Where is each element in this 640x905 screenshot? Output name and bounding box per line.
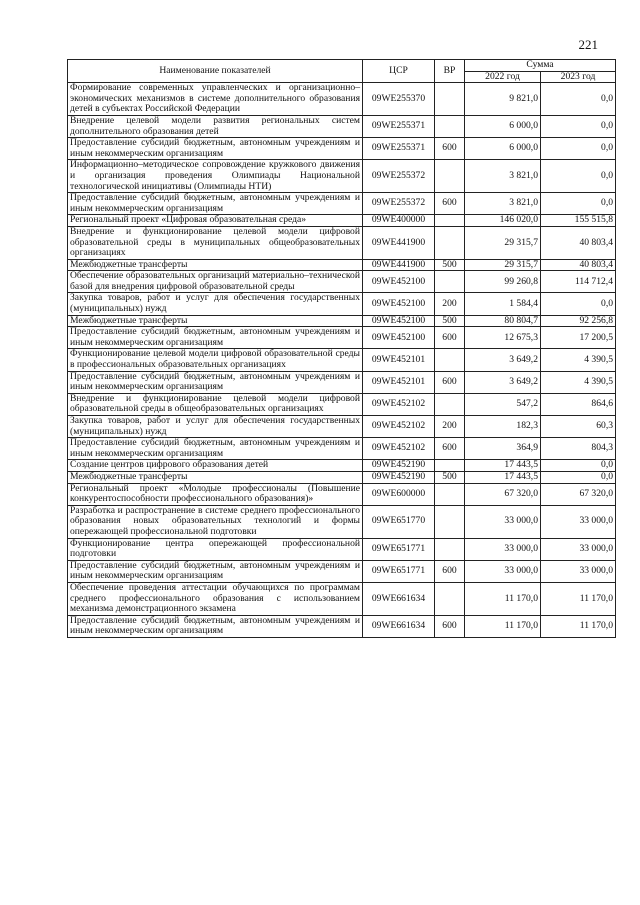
row-name: Межбюджетные трансферты [68,259,363,271]
row-vr [435,505,465,538]
row-sum-2023: 33 000,0 [541,560,616,582]
row-vr: 600 [435,371,465,393]
row-sum-2022: 17 443,5 [465,460,541,472]
row-name: Обеспечение проведения аттестации обучающихся по программам среднего профессионального образования с использованием механизма демонстрационного экзамена [68,582,363,615]
row-sum-2023: 67 320,0 [541,483,616,505]
row-csr: 09WE452100 [363,327,435,349]
row-csr: 09WE441900 [363,259,435,271]
table-row [68,438,616,460]
row-vr [435,160,465,193]
row-sum-2023: 0,0 [541,160,616,193]
table-row [68,349,616,371]
row-sum-2022: 3 821,0 [465,193,541,215]
row-sum-2023: 0,0 [541,193,616,215]
row-vr [435,582,465,615]
row-vr [435,271,465,293]
row-csr: 09WE400000 [363,215,435,227]
row-name: Закупка товаров, работ и услуг для обеспечения государственных (муниципальных) нужд [68,416,363,438]
row-sum-2022: 29 315,7 [465,226,541,259]
row-name: Предоставление субсидий бюджетным, автономным учреждениям и иным некоммерческим организациям [68,438,363,460]
row-sum-2022: 29 315,7 [465,259,541,271]
table-row [68,327,616,349]
row-vr [435,215,465,227]
row-sum-2023: 17 200,5 [541,327,616,349]
row-sum-2023: 0,0 [541,115,616,137]
table-row [68,160,616,193]
row-sum-2023: 40 803,4 [541,259,616,271]
row-sum-2023: 33 000,0 [541,538,616,560]
row-csr: 09WE255372 [363,193,435,215]
row-sum-2023: 0,0 [541,471,616,483]
table-row [68,416,616,438]
table-row [68,226,616,259]
row-vr [435,349,465,371]
row-sum-2023: 60,3 [541,416,616,438]
row-sum-2022: 1 584,4 [465,293,541,315]
row-sum-2022: 182,3 [465,416,541,438]
row-vr: 600 [435,193,465,215]
row-csr: 09WE452101 [363,349,435,371]
row-sum-2023: 0,0 [541,293,616,315]
table-row [68,560,616,582]
header-year-2023: 2023 год [541,71,616,83]
row-sum-2022: 11 170,0 [465,582,541,615]
table-row [68,471,616,483]
row-sum-2022: 99 260,8 [465,271,541,293]
row-name: Предоставление субсидий бюджетным, автономным учреждениям и иным некоммерческим организациям [68,327,363,349]
row-csr: 09WE651770 [363,505,435,538]
page-number: 221 [578,37,598,52]
row-csr: 09WE452100 [363,271,435,293]
table-row [68,505,616,538]
row-name: Закупка товаров, работ и услуг для обеспечения государственных (муниципальных) нужд [68,293,363,315]
row-csr: 09WE661634 [363,615,435,637]
row-name: Обеспечение образовательных организаций материально–технической базой для внедрения цифровой образовательной среды [68,271,363,293]
row-csr: 09WE661634 [363,582,435,615]
row-sum-2022: 9 821,0 [465,83,541,116]
row-csr: 09WE255371 [363,115,435,137]
header-year-2022: 2022 год [465,71,541,83]
row-sum-2022: 547,2 [465,393,541,415]
row-vr: 600 [435,138,465,160]
row-sum-2022: 11 170,0 [465,615,541,637]
row-sum-2022: 364,9 [465,438,541,460]
row-sum-2023: 4 390,5 [541,371,616,393]
row-name: Создание центров цифрового образования детей [68,460,363,472]
table-row [68,371,616,393]
header-csr: ЦСР [363,60,435,83]
header-sum: Сумма [465,60,616,72]
row-sum-2023: 11 170,0 [541,615,616,637]
table-row [68,538,616,560]
row-sum-2023: 0,0 [541,83,616,116]
row-sum-2023: 155 515,8 [541,215,616,227]
row-name: Функционирование центра опережающей профессиональной подготовки [68,538,363,560]
row-vr: 500 [435,471,465,483]
row-sum-2023: 114 712,4 [541,271,616,293]
row-vr [435,226,465,259]
row-name: Предоставление субсидий бюджетным, автономным учреждениям и иным некоммерческим организациям [68,615,363,637]
table-row [68,271,616,293]
table-row [68,460,616,472]
row-vr [435,115,465,137]
row-vr [435,83,465,116]
table-row [68,293,616,315]
row-csr: 09WE452100 [363,315,435,327]
row-csr: 09WE452102 [363,438,435,460]
row-sum-2022: 6 000,0 [465,138,541,160]
row-name: Внедрение целевой модели развития региональных систем дополнительного образования детей [68,115,363,137]
row-sum-2022: 33 000,0 [465,560,541,582]
table-row [68,483,616,505]
row-vr: 500 [435,259,465,271]
table-row [68,393,616,415]
row-name: Функционирование целевой модели цифровой образовательной среды в профессиональных образовательных организациях [68,349,363,371]
row-vr: 200 [435,293,465,315]
row-csr: 09WE255371 [363,138,435,160]
row-csr: 09WE452100 [363,293,435,315]
table-row [68,83,616,116]
row-sum-2022: 33 000,0 [465,505,541,538]
row-csr: 09WE452102 [363,416,435,438]
row-sum-2022: 3 649,2 [465,371,541,393]
row-sum-2022: 3 821,0 [465,160,541,193]
row-name: Межбюджетные трансферты [68,471,363,483]
row-sum-2023: 864,6 [541,393,616,415]
row-name: Предоставление субсидий бюджетным, автономным учреждениям и иным некоммерческим организациям [68,138,363,160]
table-row [68,315,616,327]
row-vr: 600 [435,560,465,582]
row-sum-2022: 146 020,0 [465,215,541,227]
row-sum-2023: 92 256,8 [541,315,616,327]
row-vr: 600 [435,438,465,460]
table-row [68,582,616,615]
row-name: Разработка и распространение в системе среднего профессионального образования новых образовательных технологий и формы опережающей профессиональной подготовки [68,505,363,538]
row-sum-2023: 40 803,4 [541,226,616,259]
row-vr [435,393,465,415]
row-sum-2022: 17 443,5 [465,471,541,483]
row-sum-2022: 33 000,0 [465,538,541,560]
row-sum-2023: 33 000,0 [541,505,616,538]
row-csr: 09WE441900 [363,226,435,259]
row-csr: 09WE255370 [363,83,435,116]
row-csr: 09WE651771 [363,560,435,582]
table-row [68,259,616,271]
row-name: Внедрение и функционирование целевой модели цифровой образовательной среды в муниципальных общеобразовательных организациях [68,226,363,259]
row-name: Региональный проект «Молодые профессионалы (Повышение конкурентоспособности профессионального образования)» [68,483,363,505]
row-csr: 09WE452102 [363,393,435,415]
row-sum-2022: 3 649,2 [465,349,541,371]
row-sum-2023: 0,0 [541,460,616,472]
table-row [68,615,616,637]
row-csr: 09WE651771 [363,538,435,560]
table-body [68,83,616,638]
row-csr: 09WE452190 [363,460,435,472]
header-vr: ВР [435,60,465,83]
row-vr: 600 [435,327,465,349]
row-sum-2022: 12 675,3 [465,327,541,349]
row-sum-2022: 6 000,0 [465,115,541,137]
row-name: Внедрение и функционирование целевой модели цифровой образовательной среды в общеобразовательных организациях [68,393,363,415]
table-row [68,193,616,215]
row-vr: 600 [435,615,465,637]
row-name: Формирование современных управленческих и организационно–экономических механизмов в системе дополнительного образования детей в субъектах Российской Федерации [68,83,363,116]
row-name: Региональный проект «Цифровая образовательная среда» [68,215,363,227]
row-vr [435,538,465,560]
table-header [68,60,616,83]
row-vr: 500 [435,315,465,327]
row-sum-2023: 11 170,0 [541,582,616,615]
row-sum-2022: 67 320,0 [465,483,541,505]
row-csr: 09WE600000 [363,483,435,505]
header-name: Наименование показателей [68,60,363,83]
table-row [68,215,616,227]
row-sum-2022: 80 804,7 [465,315,541,327]
row-sum-2023: 804,3 [541,438,616,460]
budget-table [67,59,616,638]
table-row [68,115,616,137]
row-csr: 09WE452190 [363,471,435,483]
row-vr [435,483,465,505]
row-csr: 09WE255372 [363,160,435,193]
row-vr: 200 [435,416,465,438]
table-row [68,138,616,160]
row-csr: 09WE452101 [363,371,435,393]
row-name: Информационно–методическое сопровождение кружкового движения и организация проведения Олимпиады Национальной технологической инициативы (Олимпиады НТИ) [68,160,363,193]
row-name: Предоставление субсидий бюджетным, автономным учреждениям и иным некоммерческим организациям [68,371,363,393]
row-name: Межбюджетные трансферты [68,315,363,327]
row-name: Предоставление субсидий бюджетным, автономным учреждениям и иным некоммерческим организациям [68,560,363,582]
row-sum-2023: 0,0 [541,138,616,160]
row-name: Предоставление субсидий бюджетным, автономным учреждениям и иным некоммерческим организациям [68,193,363,215]
row-sum-2023: 4 390,5 [541,349,616,371]
row-vr [435,460,465,472]
